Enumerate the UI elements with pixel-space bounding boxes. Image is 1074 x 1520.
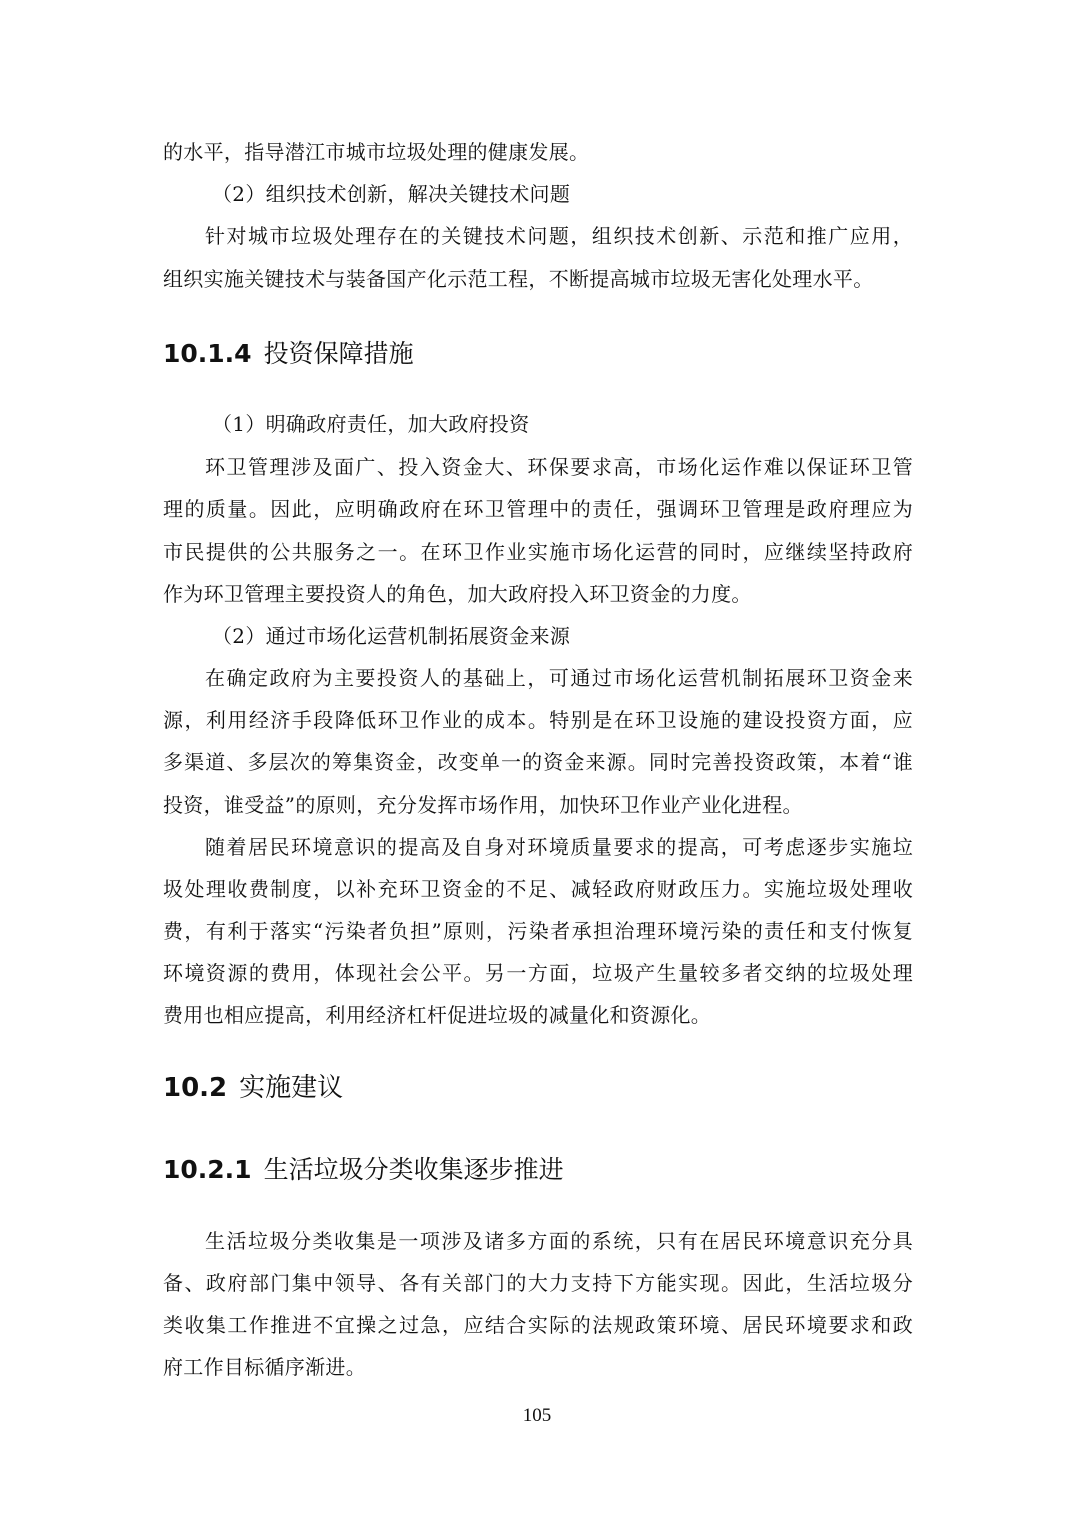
section-heading-10-1-4 bbox=[163, 337, 414, 371]
section-number: 10.2.1 bbox=[163, 1155, 252, 1184]
paragraph-line: 费用也相应提高，利用经济杠杆促进垃圾的减量化和资源化。 bbox=[163, 1003, 712, 1027]
paragraph-line: 理的质量。因此，应明确政府在环卫管理中的责任，强调环卫管理是政府理应为 bbox=[163, 497, 913, 521]
paragraph-line: 环境资源的费用，体现社会公平。另一方面，垃圾产生量较多者交纳的垃圾处理 bbox=[163, 961, 913, 985]
page-number: 105 bbox=[522, 1405, 552, 1426]
section-number: 10.1.4 bbox=[163, 339, 252, 368]
paragraph-line: 府工作目标循序渐进。 bbox=[163, 1355, 366, 1379]
paragraph-line: 圾处理收费制度，以补充环卫资金的不足、减轻政府财政压力。实施垃圾处理收 bbox=[163, 877, 913, 901]
paragraph-line: 在确定政府为主要投资人的基础上，可通过市场化运营机制拓展环卫资金来 bbox=[205, 666, 913, 690]
list-item-heading: （2）组织技术创新，解决关键技术问题 bbox=[212, 182, 571, 206]
list-item-heading: （2）通过市场化运营机制拓展资金来源 bbox=[212, 624, 571, 648]
paragraph-line: 作为环卫管理主要投资人的角色，加大政府投入环卫资金的力度。 bbox=[163, 582, 752, 606]
section-number: 10.2 bbox=[163, 1073, 228, 1103]
section-heading-10-2-1 bbox=[163, 1153, 564, 1187]
list-item-heading: （1）明确政府责任，加大政府投资 bbox=[212, 412, 530, 436]
paragraph-line: 备、政府部门集中领导、各有关部门的大力支持下方能实现。因此，生活垃圾分 bbox=[163, 1271, 913, 1295]
paragraph-line: 市民提供的公共服务之一。在环卫作业实施市场化运营的同时，应继续坚持政府 bbox=[163, 540, 913, 564]
paragraph-line: 多渠道、多层次的筹集资金，改变单一的资金来源。同时完善投资政策，本着“谁 bbox=[163, 750, 913, 774]
paragraph-line: 随着居民环境意识的提高及自身对环境质量要求的提高，可考虑逐步实施垃 bbox=[205, 835, 913, 859]
paragraph-line: 源，利用经济手段降低环卫作业的成本。特别是在环卫设施的建设投资方面，应 bbox=[163, 708, 913, 732]
section-title: 实施建议 bbox=[239, 1073, 344, 1103]
paragraph-line: 的水平，指导潜江市城市垃圾处理的健康发展。 bbox=[163, 140, 590, 164]
paragraph-line: 费，有利于落实“污染者负担”原则，污染者承担治理环境污染的责任和支付恢复 bbox=[163, 919, 913, 943]
paragraph-line: 环卫管理涉及面广、投入资金大、环保要求高，市场化运作难以保证环卫管 bbox=[205, 455, 913, 479]
paragraph-line: 投资，谁受益”的原则，充分发挥市场作用，加快环卫作业产业化进程。 bbox=[163, 793, 803, 817]
paragraph-line: 组织实施关键技术与装备国产化示范工程，不断提高城市垃圾无害化处理水平。 bbox=[163, 267, 874, 291]
section-title: 生活垃圾分类收集逐步推进 bbox=[263, 1155, 564, 1184]
paragraph-line: 类收集工作推进不宜操之过急，应结合实际的法规政策环境、居民环境要求和政 bbox=[163, 1313, 913, 1337]
section-title: 投资保障措施 bbox=[263, 339, 414, 368]
paragraph-line: 针对城市垃圾处理存在的关键技术问题，组织技术创新、示范和推广应用， bbox=[205, 224, 913, 248]
paragraph-line: 生活垃圾分类收集是一项涉及诸多方面的系统，只有在居民环境意识充分具 bbox=[205, 1229, 913, 1253]
section-heading-10-2 bbox=[163, 1071, 343, 1105]
